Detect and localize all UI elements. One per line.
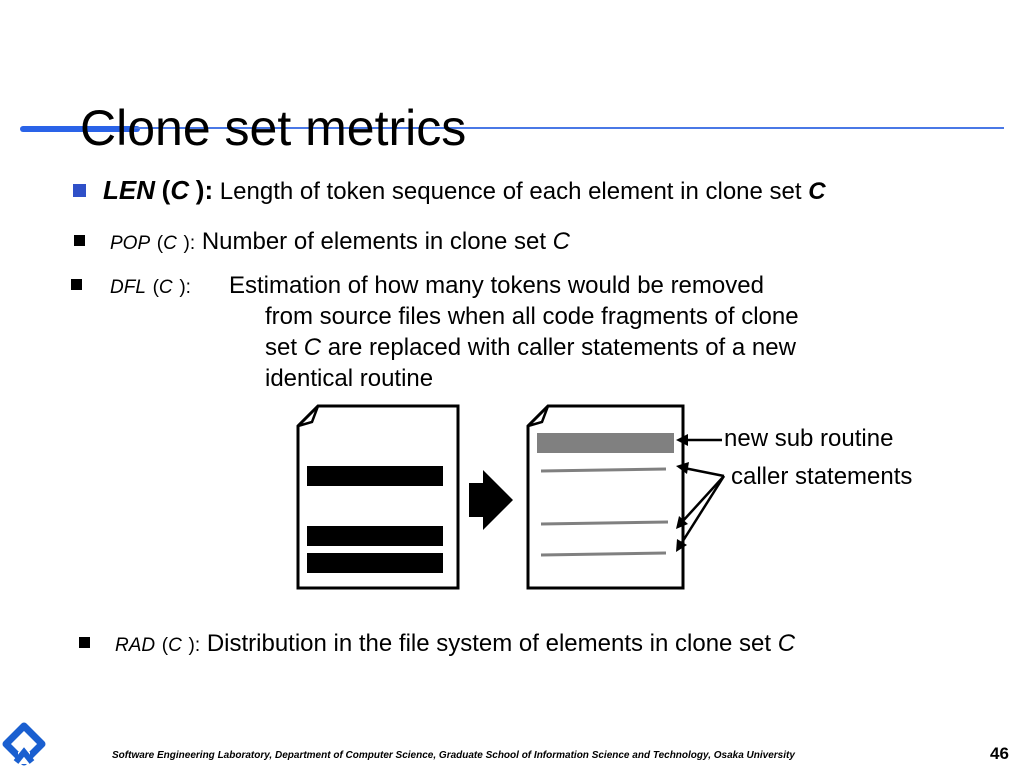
metric-name: RAD bbox=[115, 635, 156, 656]
metric-paren-close: ): bbox=[183, 233, 196, 254]
caller-statement-line bbox=[541, 553, 666, 555]
metric-description: Distribution in the file system of elements in clone set bbox=[206, 630, 772, 657]
pointer-caller-1 bbox=[684, 468, 724, 476]
dfl-line-2: from source files when all code fragments of clone bbox=[265, 303, 799, 330]
metric-name: POP bbox=[110, 233, 151, 254]
university-logo-icon bbox=[2, 722, 46, 766]
metric-arg: C bbox=[158, 277, 173, 298]
metric-tail: C bbox=[552, 228, 570, 255]
bullet-square-icon bbox=[79, 637, 90, 648]
code-fragment-block bbox=[307, 526, 443, 546]
transform-arrow-icon bbox=[469, 470, 513, 530]
dfl-line-3-pre: set bbox=[265, 334, 298, 361]
footer-affiliation: Software Engineering Laboratory, Department of Computer Science, Graduate School of Information Science and Technology, Osaka University bbox=[112, 750, 795, 761]
metric-paren-close: ): bbox=[188, 635, 201, 656]
metric-name: LEN bbox=[103, 175, 155, 205]
page-number: 46 bbox=[990, 744, 1009, 763]
metric-paren-open: ( bbox=[161, 635, 169, 656]
code-fragment-block bbox=[307, 553, 443, 573]
dfl-line-4: identical routine bbox=[265, 365, 434, 392]
dfl-line-3-post: are replaced with caller statements of a new bbox=[327, 334, 796, 361]
pointer-caller-2 bbox=[682, 476, 724, 522]
metric-description: Length of token sequence of each element in clone set bbox=[219, 178, 802, 205]
bullet-rad bbox=[79, 627, 795, 663]
metric-paren-close: ): bbox=[179, 277, 191, 298]
metric-arg: C bbox=[170, 175, 190, 205]
metric-arg: C bbox=[168, 635, 182, 656]
metric-paren-open: ( bbox=[161, 175, 171, 205]
pointer-caller-3 bbox=[681, 476, 724, 544]
metric-paren-open: ( bbox=[152, 277, 159, 298]
metric-tail: C bbox=[777, 630, 796, 657]
dfl-line-3-arg: C bbox=[303, 334, 322, 361]
refactored-document bbox=[528, 406, 683, 588]
label-caller-statements: caller statements bbox=[731, 463, 913, 490]
caller-statement-line bbox=[541, 469, 666, 471]
metric-paren-close: ): bbox=[195, 175, 214, 205]
code-fragment-block bbox=[307, 466, 443, 486]
metric-description: Number of elements in clone set bbox=[201, 228, 546, 255]
caller-statement-line bbox=[541, 522, 668, 524]
dfl-line-1: Estimation of how many tokens would be removed bbox=[229, 272, 764, 299]
label-new-sub-routine: new sub routine bbox=[724, 425, 894, 452]
original-document bbox=[298, 406, 458, 588]
metric-tail: C bbox=[808, 178, 826, 205]
metric-arg: C bbox=[163, 233, 177, 254]
metric-name: DFL bbox=[110, 277, 146, 298]
slide-title: Clone set metrics bbox=[80, 100, 467, 156]
metric-paren-open: ( bbox=[156, 233, 164, 254]
new-sub-routine-block bbox=[537, 433, 674, 453]
